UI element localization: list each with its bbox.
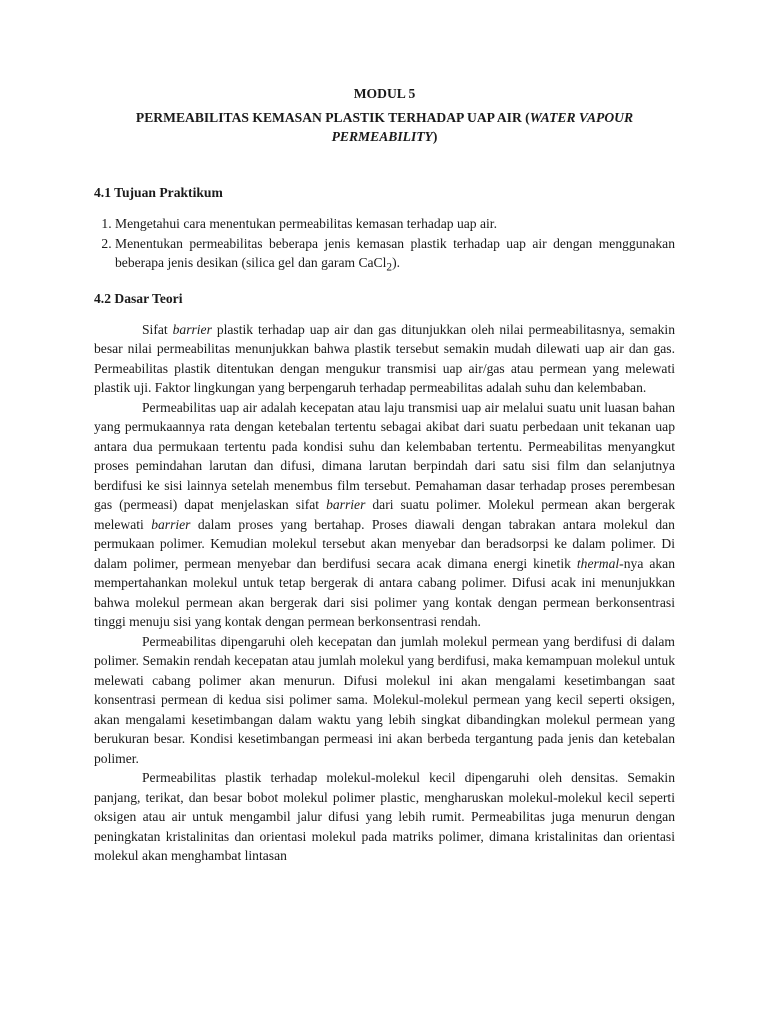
p2-text-g: nya akan mempertahankan molekul untuk tetap bergerak di antara cabang polimer. Difusi acak ini menunjukkan bahwa molekul permean akan bergerak dari sisi polimer yang kontak dengan permean berkonsentrasi tinggi menuju sisi yang kontak dengan permean berkonsentrasi rendah. bbox=[94, 555, 675, 630]
list-item bbox=[115, 234, 675, 279]
objective-text-2-end: ). bbox=[392, 255, 401, 270]
list-item bbox=[115, 214, 675, 234]
objective-text-2: Menentukan permeabilitas beberapa jenis kemasan plastik terhadap uap air dengan menggunakan beberapa jenis desikan (silica gel dan garam CaCl bbox=[115, 235, 675, 270]
objective-text-1: Mengetahui cara menentukan permeabilitas kemasan terhadap uap air. bbox=[115, 216, 497, 231]
title-italic: WATER VAPOUR PERMEABILITY bbox=[331, 109, 634, 144]
p2-text-a: Permeabilitas uap air adalah kecepatan atau laju transmisi uap air melalui suatu unit luasan bahan yang permukaannya rata dengan ketebalan tertentu sebagai akibat dari suatu perbedaan unit tekanan uap antara dua permukaan tertentu pada kondisi suhu dan kelembaban tertentu. Permeabilitas menyangkut proses pemindahan larutan dan difusi, dimana larutan berpindah dari satu sisi film dan selanjutnya berdifusi ke sisi lainnya setelah menembus film tersebut. Pemahaman dasar terhadap proses perembesan gas (permeasi) dapat menjelaskan sifat bbox=[94, 399, 675, 513]
section-heading-dasar-teori: 4.2 Dasar Teori bbox=[94, 291, 183, 307]
p1-italic-barrier: barrier bbox=[172, 321, 212, 337]
paragraph-1 bbox=[94, 320, 675, 398]
paragraph-4: Permeabilitas plastik terhadap molekul-molekul kecil dipengaruhi oleh densitas. Semakin panjang, terikat, dan besar bobot molekul polimer plastic, mengharuskan molekul-molekul kecil seperti oksigen atau air untuk mengambil jalur difusi yang lebih rumit. Permeabilitas juga menurun dengan peningkatan kristalinitas dan orientasi molekul pada matriks polimer, dimana kristalinitas dan orientasi molekul akan menghambat lintasan bbox=[94, 770, 675, 864]
paragraph-2 bbox=[94, 398, 675, 632]
p2-text-e: dalam proses yang bertahap. Proses diawali dengan tabrakan antara molekul dan permukaan polimer. Kemudian molekul tersebut akan menyebar dan beradsorpsi ke dalam polimer. Di dalam polimer, permean menyebar dan berdifusi secara acak dimana energi kinetik bbox=[94, 516, 675, 571]
subscript: 2 bbox=[386, 261, 393, 274]
module-label: MODUL 5 bbox=[353, 86, 416, 101]
p1-text-c: plastik terhadap uap air dan gas ditunjukkan oleh nilai permeabilitasnya, semakin besar nilai permeabilitas menunjukkan bahwa plastik tersebut semakin mudah dilewati uap air dan gas. Permeabilitas plastik ditentukan dengan mengukur transmisi uap air/gas atau permean yang melewati plastik uji. Faktor lingkungan yang berpengaruh terhadap permeabilitas adalah suhu dan kelembaban. bbox=[94, 321, 675, 396]
p2-italic-barrier-1: barrier bbox=[326, 497, 366, 513]
module-title bbox=[94, 84, 675, 104]
p1-text-a: Sifat bbox=[142, 321, 173, 337]
objectives-list bbox=[94, 214, 675, 278]
document-title bbox=[94, 108, 675, 147]
p2-text-c: dari suatu polimer. Molekul permean akan bergerak melewati bbox=[94, 497, 676, 532]
title-main: PERMEABILITAS KEMASAN PLASTIK TERHADAP UAP AIR ( bbox=[135, 109, 530, 125]
p2-italic-thermal: thermal- bbox=[576, 555, 624, 571]
document-content bbox=[94, 84, 675, 866]
title-close: ) bbox=[432, 129, 438, 144]
paragraph-3: Permeabilitas dipengaruhi oleh kecepatan dan jumlah molekul permean yang berdifusi di dalam polimer. Semakin rendah kecepatan atau jumlah molekul yang berdifusi, maka kemampuan molekul untuk melewati cabang polimer akan menurun. Difusi molekul ini akan mengalami kesetimbangan saat konsentrasi permean di kedua sisi polimer sama. Molekul-molekul permean yang kecil seperti oksigen, akan mengalami kesetimbangan dalam waktu yang lebih singkat dibandingkan molekul permean yang berukuran besar. Kondisi kesetimbangan permeasi ini akan berbeda tergantung pada jenis dan ketebalan polimer. bbox=[94, 633, 675, 766]
p2-italic-barrier-2: barrier bbox=[151, 516, 191, 532]
section-heading-tujuan: 4.1 Tujuan Praktikum bbox=[94, 184, 223, 200]
